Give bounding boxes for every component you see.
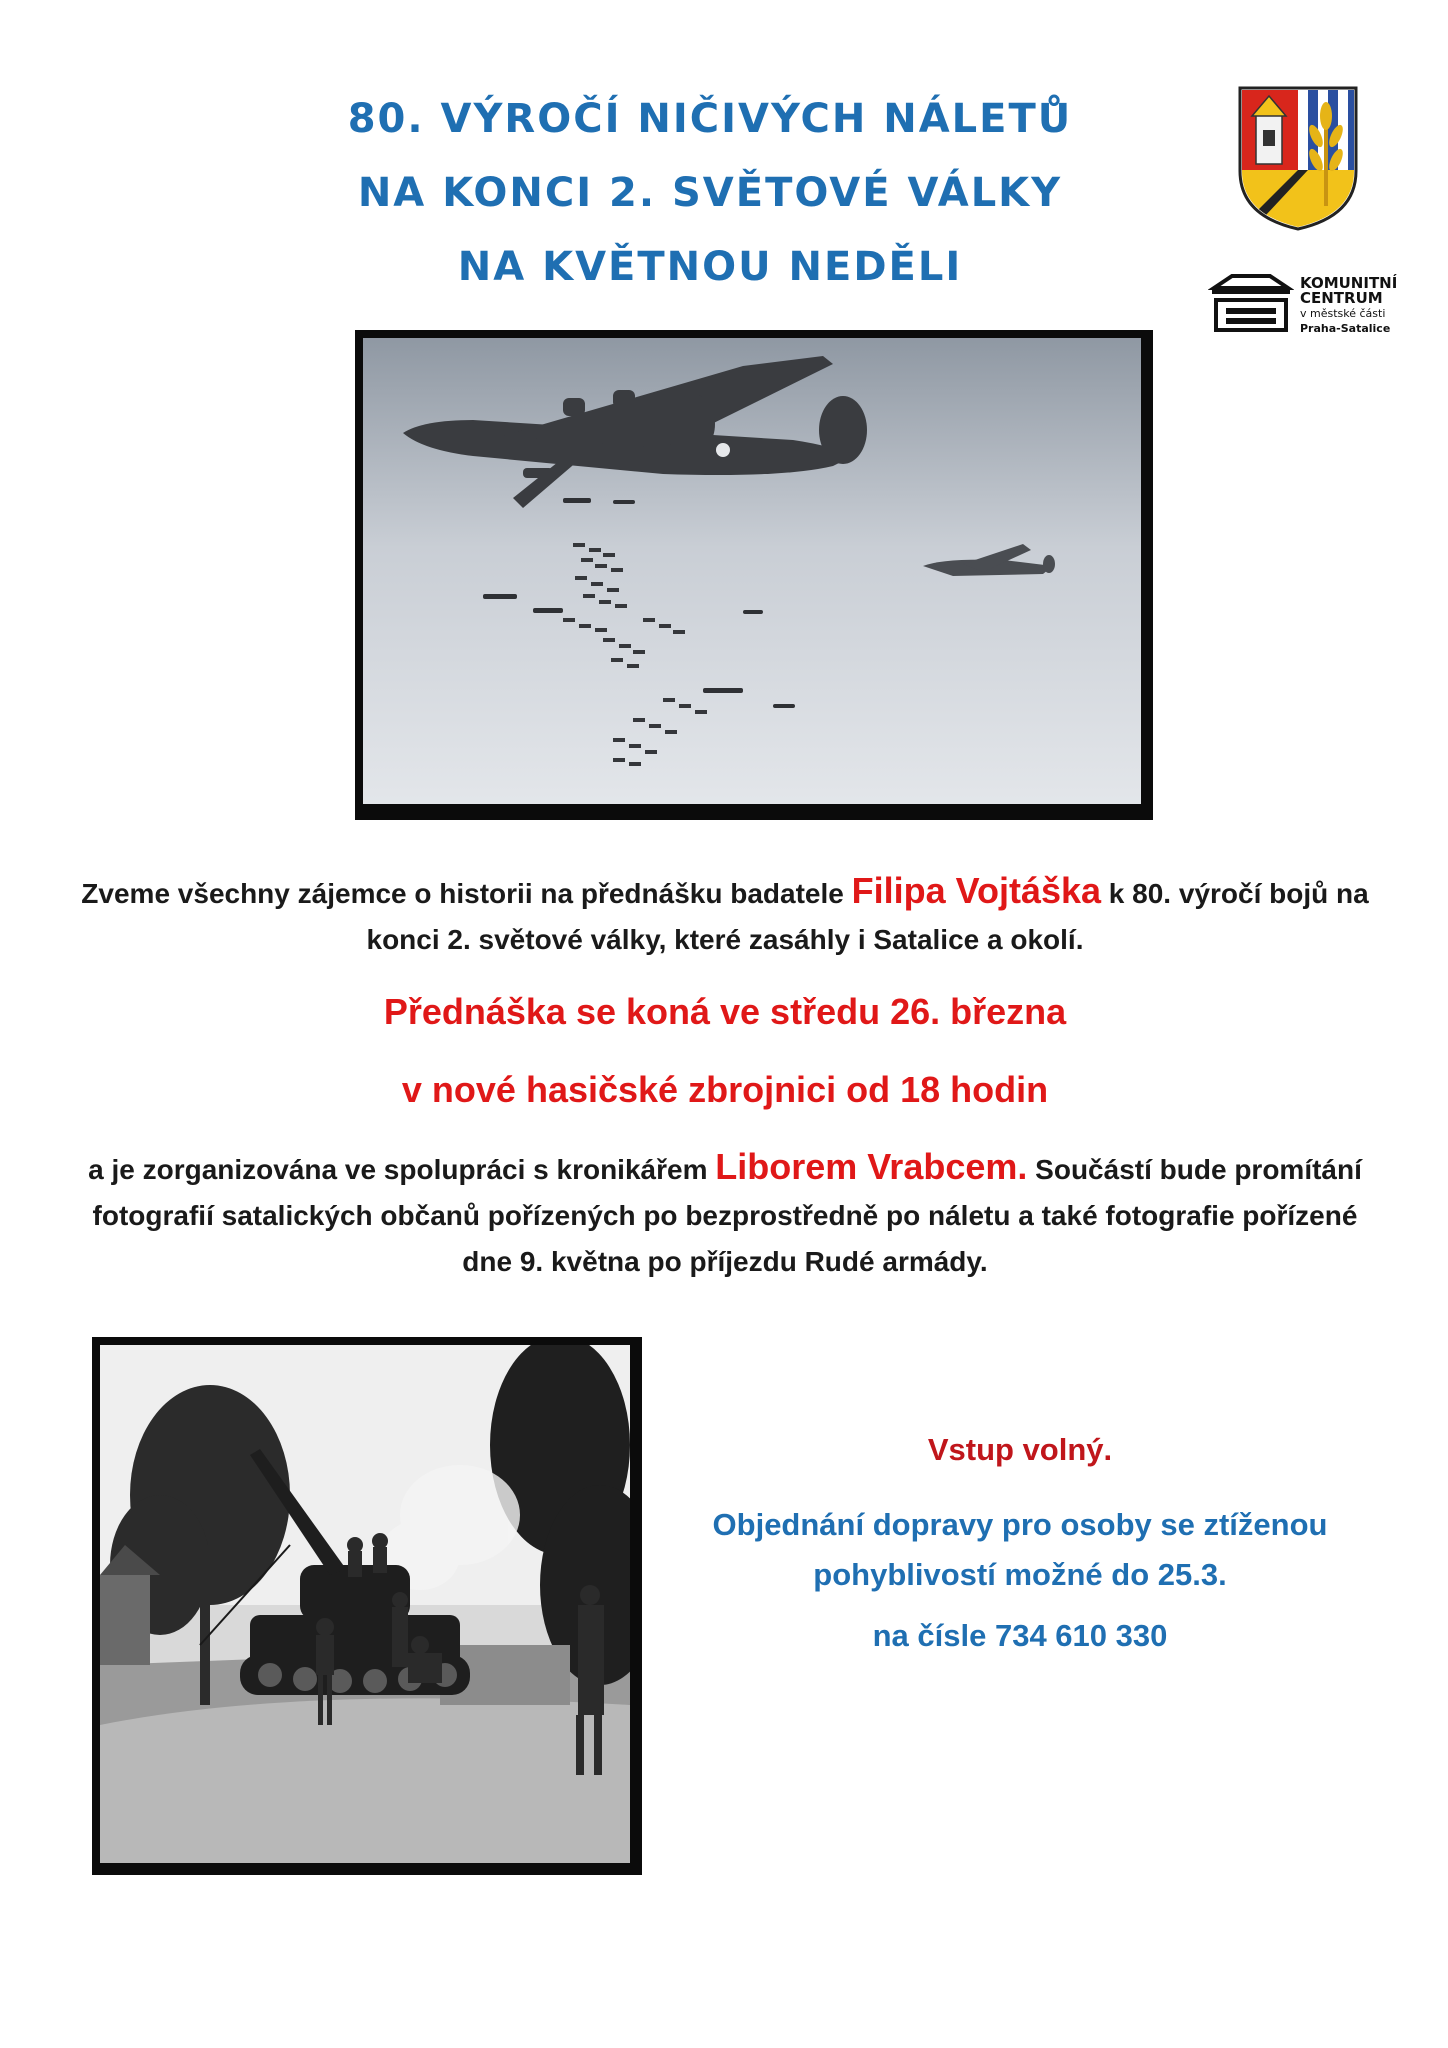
logo-line-1: KOMUNITNÍ [1300, 274, 1398, 292]
intro-text-end: k 80. výročí bojů na konci 2. světové války, které zasáhly i Satalice a okolí. [366, 878, 1369, 955]
intro-text-start: Zveme všechny zájemce o historii na přednášku badatele [81, 878, 852, 909]
title-line-3: NA KVĚTNOU NEDĚLI [457, 244, 963, 290]
tank-photo [92, 1337, 642, 1875]
title-line-1: 80. VÝROČÍ NIČIVÝCH NÁLETŮ [347, 96, 1073, 142]
details-text-end: Součástí bude promítání fotografií satalických občanů pořízených po bezprostředně po náletu a také fotografie pořízené dne 9. května po příjezdu Rudé armády. [92, 1154, 1362, 1277]
details-paragraph [80, 1144, 1370, 1285]
phone-number: na čísle 734 610 330 [872, 1618, 1168, 1653]
logo-line-4: Praha-Satalice [1300, 322, 1391, 335]
speaker-name: Filipa Vojtáška [851, 870, 1102, 911]
entry-notice: Vstup volný. [927, 1432, 1113, 1467]
title-line-2: NA KONCI 2. SVĚTOVÉ VÁLKY [357, 170, 1063, 216]
bomber-photo-image [363, 338, 1141, 804]
coat-of-arms-icon [1238, 86, 1358, 231]
logo-line-3: v městské části [1300, 307, 1386, 320]
page-title [290, 82, 1130, 304]
building-icon [1208, 274, 1294, 336]
event-date: Přednáška se koná ve středu 26. března [383, 991, 1067, 1032]
chronicler-name: Liborem Vrabcem. [715, 1146, 1028, 1187]
community-center-text [1300, 276, 1397, 336]
logo-line-2: CENTRUM [1300, 289, 1383, 307]
intro-paragraph [80, 868, 1370, 963]
event-location-time: v nové hasičské zbrojnici od 18 hodin [401, 1069, 1049, 1110]
transport-notice: Objednání dopravy pro osoby se ztíženou pohyblivostí možné do 25.3. [712, 1507, 1328, 1592]
details-text-start: a je zorganizována ve spolupráci s kronikářem [88, 1154, 716, 1185]
tank-photo-image [100, 1345, 630, 1863]
bomber-photo [355, 330, 1153, 820]
community-center-logo [1208, 274, 1418, 344]
